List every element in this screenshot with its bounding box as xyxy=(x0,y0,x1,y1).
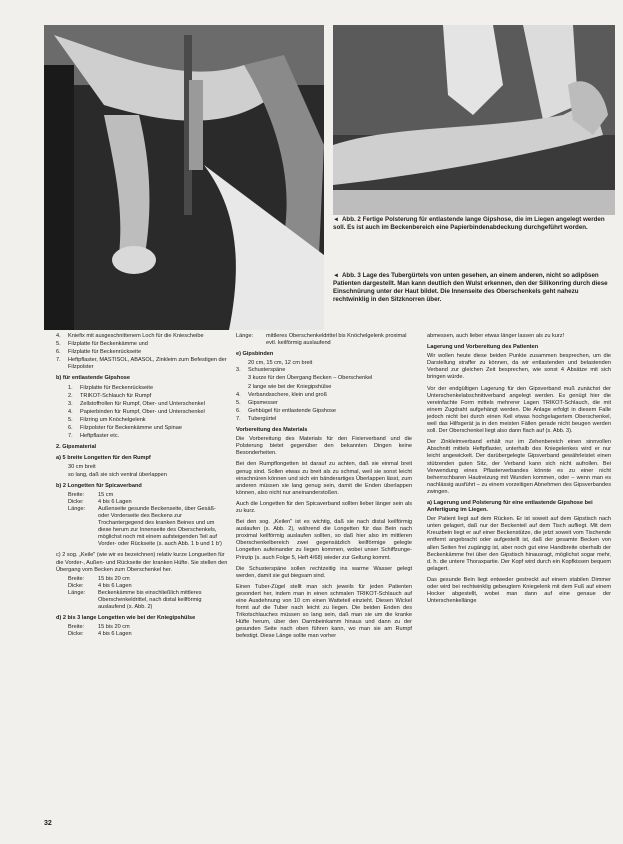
spec-row xyxy=(68,583,228,590)
spec-row xyxy=(68,506,228,549)
caption-text: Fertige Polsterung für entlastende lange Gipshose, die im Liegen angelegt werden soll. Es ist auch im Beckenbereich eine Papierbindenabdeckung durchgeführt worden. xyxy=(333,216,605,231)
spec-row xyxy=(68,624,228,631)
list-item xyxy=(68,425,228,432)
spec-key: Breite: xyxy=(68,575,85,582)
list-item xyxy=(236,408,412,415)
subheading: b) 2 Longetten für Spicaverband xyxy=(56,482,142,489)
spec-row xyxy=(68,590,228,611)
material-list-3 xyxy=(236,367,412,423)
list-item-number: 1. xyxy=(68,384,73,391)
list-item-number: 3. xyxy=(236,367,241,374)
spec-value: 4 bis 6 Lagen xyxy=(98,631,132,638)
list-item xyxy=(236,392,412,399)
text-column-middle xyxy=(236,333,412,645)
list-item xyxy=(56,333,228,340)
list-item-number: 4. xyxy=(236,391,241,398)
text-line: so lang, daß sie sich ventral überlappen xyxy=(68,471,167,478)
caption-lead: Abb. 3 xyxy=(341,272,361,279)
spec-key: Breite: xyxy=(68,491,85,498)
paragraph: Wir wollen heute diese beiden Punkte zusammen besprechen, um die Darstellung straffer zu können, da wir entlastenden und belastenden Verband zur gleichen Zeit besprechen, wie sonst 4 Absätze mit sich bringen würde. xyxy=(427,353,611,381)
spec-row xyxy=(68,499,228,506)
list-item-number: 5. xyxy=(56,341,61,348)
paragraph: Vor der endgültigen Lagerung für den Gipsverband muß zunächst der Unterschenkelabschnittverband angelegt werden. Es genügt hier die vereinfachte Form mittels mehrerer Lagen TRIKOT-Schlauch, die mit einem Zugdraht aufgehängt werden. Die Anlage erfolgt in diesem Falle jedoch nicht bei durch einen Keil etwas hochgelagertem Oberschenkel, weil das Hilfsgerät ja in den meisten Fällen gerade nicht beugen werden soll. Der Oberschenkel liegt also dann flach auf (s. Abb. 3). xyxy=(427,385,611,435)
list-item-text: Kniefix mit ausgeschnittenem Loch für die Kniescheibe xyxy=(68,333,204,339)
section-heading: a) Lagerung und Polsterung für eine entlastende Gipshose bei Anfertigung im Liegen. xyxy=(427,499,593,514)
spec-value: 15 cm xyxy=(98,491,114,498)
paragraph: Die Schusterspäne sollen rechtzeitig ins warme Wasser gelegt werden, damit sie gut biegsam sind. xyxy=(236,565,412,579)
caption-text: Lage des Tubergürtels von unten gesehen, an einem anderen, nicht so adipösen Patienten dargestellt. Man kann deutlich den Wulst erkennen, den der Silikonring durch diese Einschnürung unter der Haut bildet. Die Innenseite des Oberschenkels geht nahezu rechtwinklig in den Sitzknorren über. xyxy=(333,272,608,303)
list-item-text: Tubergürtel xyxy=(248,415,277,422)
paragraph: Die Vorbereitung des Materials für den Fixierverband und die Polsterung bietet gegenüber den bekannten Dingen keine Besonderheiten. xyxy=(236,436,412,457)
list-item-text: Filzplatte für Beckenrückseite xyxy=(68,349,142,356)
list-item-number: 3. xyxy=(68,400,73,407)
spec-key: Dicke: xyxy=(68,582,84,589)
spec-value: mittleres Oberschenkeldrittel bis Knöchelgelenk proximal evtl. keilförmig auslaufend xyxy=(266,333,407,347)
caption-marker: ◄ xyxy=(333,273,339,279)
list-item xyxy=(68,409,228,416)
list-item xyxy=(236,384,412,391)
section-heading: Lagerung und Vorbereitung des Patienten xyxy=(427,344,539,351)
list-item-number: 5. xyxy=(236,399,241,406)
list-item-text: Zellstoffrollen für Rumpf, Ober- und Unterschenkel xyxy=(80,400,205,407)
paragraph: Einen Tuber-Zügel stellt man sich jeweils für jeden Patienten gesondert her, indem man in einen schmalen TRIKOT-Schlauch auf eine Ausdehnung von 10 cm einen Watteteil einzieht. Diesen Wickel formt auf die Tuber nach leicht zu liegen. Die beiden Enden des Trikotschlauches müssen so lang sein, daß man sie um die kranke Hüfte herum, über den Darmbeinkamm hinaus und dann zu der gesunden Seite nach oben führen kann, wo man sie am Rumpf befestigt. Diese Länge sollte man vorher xyxy=(236,583,412,640)
list-item-number xyxy=(236,384,248,391)
spec-value: Beckenkämme bis einschließlich mittleres Oberschenkeldrittel, nach distal keilförmig auslaufend (s. Abb. 2) xyxy=(98,589,202,611)
spec-row xyxy=(68,576,228,583)
list-item-text: Filzring um Knöchelgelenk xyxy=(80,416,146,423)
list-item xyxy=(68,417,228,424)
list-item-number: 5. xyxy=(68,416,73,423)
paragraph: Das gesunde Bein liegt entweder gestreckt auf einem stabilen Dimmer oder wird bei rechtwinklig gebeugtem Kniegelenk mit dem Fuß auf einem Hocker abgestellt, wobei man dann auf eine genaue der Unterschenkellänge xyxy=(427,576,611,605)
list-item-text: 3 kurze für den Übergang Becken – Oberschenkel xyxy=(248,375,373,382)
list-item-number: 7. xyxy=(56,357,61,364)
list-item xyxy=(68,393,228,400)
photo-hip-cast xyxy=(333,25,615,215)
list-item-number: 6. xyxy=(236,407,241,414)
list-item-number: 7. xyxy=(236,415,241,422)
spec-value: 4 bis 6 Lagen xyxy=(98,498,132,505)
list-item-text: Gehbügel für entlastende Gipshose xyxy=(248,407,337,414)
list-item-number: 6. xyxy=(68,425,73,432)
spec-value: 15 bis 20 cm xyxy=(98,624,130,631)
page-number: 32 xyxy=(44,820,52,827)
paragraph: Bei den sog. „Keilen" ist es wichtig, daß sie nach distal keilförmig auslaufen (s. Abb. 2), während die Longetten für das Bein nach proximal keilförmig auslaufen sollten, so daß hier also im mittleren Oberschenkelbereich zwei gegensätzlich keilförmige gelegte Longetten aufeinander zu liegen kommen, wobei unser Schiffzunge-Prinzip (s. auch Folge 5, Heft 4/68) wieder zur Geltung kommt. xyxy=(236,519,412,561)
list-item xyxy=(56,341,228,348)
list-item xyxy=(236,375,412,382)
list-item xyxy=(68,385,228,392)
figure-caption-3 xyxy=(333,272,613,304)
list-item xyxy=(236,400,412,407)
paragraph: Auch die Longetten für den Spicaverband sollten lieber länger sein als zu kurz. xyxy=(236,500,412,514)
material-list-b xyxy=(68,385,228,441)
list-item-text: Filzplatte für Beckenrückseite xyxy=(80,384,154,391)
subheading: e) Gipsbinden xyxy=(236,351,274,358)
text-line: 30 cm breit xyxy=(68,464,96,471)
photo-patient-legs xyxy=(44,25,324,330)
paragraph: Der Zinkleimverband erhält nur im Zehenbereich einen sinnvollen Abschnitt mittels Heftpflaster, unterhalb des Kniegelenkes wird er nur leicht angewickelt. Der darübergelegte Gipsverband gewährleistet einen stützenden guten Sitz, der Verband kann sich nicht aufrollen. Bei Verwendung eines Pflasterverbandes könnte es zu einer nicht beherrschbaren Hautreizung mit Wunden kommen, oder – wenn man es nachlässig ausführt – zu einem vorzeitigen Abnehmen des Gipsverbandes zwingen. xyxy=(427,439,611,495)
list-item-text: Filzplatte für Beckenkämme und xyxy=(68,341,148,348)
figure-caption-2 xyxy=(333,216,613,232)
list-item-text: Heftpflaster etc. xyxy=(80,433,120,440)
subheading: b) für entlastende Gipshose xyxy=(56,375,130,382)
text-line: 20 cm, 15 cm, 12 cm breit xyxy=(248,360,313,367)
spec-table xyxy=(68,624,228,638)
spec-row xyxy=(68,492,228,499)
list-item-number xyxy=(236,375,248,382)
paragraph: c) 2 sog. „Keile" (wie wir es bezeichnen) relativ kurze Longuetten für die Vorder-, Außen- und Rückseite der kranken Hüfte. Sie stellen den Übergang vom Becken zum Oberschenkel her. xyxy=(56,552,228,573)
spec-key: Dicke: xyxy=(68,631,84,638)
list-item-text: Heftpflaster, MASTISOL, ABASOL, Zinkleim zum Befestigen der Filzpolster xyxy=(68,357,227,371)
paragraph: abmessen, auch lieber etwas länger lassen als zu kurz! xyxy=(427,333,565,339)
section-heading: 2. Gipsmaterial xyxy=(56,444,97,451)
list-item xyxy=(68,433,228,440)
paragraph: Der Patient liegt auf dem Rücken. Er ist soweit auf dem Gipstisch nach unten gelagert, daß nur der Beckenteil auf dem Tisch aufliegt. Mit dem Kreuzbein liegt er auf einer Beckenstütze, die jetzt soweit vom Tischende entfernt angebracht oder aufgestellt ist, daß der gesamte Becken von allen Seiten frei zugängig ist, aber noch gut eine Handbreite oberhalb der Beckenkämme frei über den Gipstisch hinausragt, möglichst sogar mehr, d. h. die untere Thoraxpartie. Der Kopf wird durch ein Kopfkissen bequem gelagert. xyxy=(427,516,611,572)
list-item-text: Schusterspäne xyxy=(248,367,286,374)
list-item-number: 4. xyxy=(56,333,61,339)
list-item-text: 2 lange wie bei der Kniegipshülse xyxy=(248,383,332,390)
list-item xyxy=(236,367,412,374)
spec-table xyxy=(68,576,228,611)
spec-value: Außenseite gesunde Beckenseite, über Gesäß- oder Vorderseite des Beckens zur Trochantergegend des kranken Beines und um diese herum zur Innenseite des Oberschenkels, möglichst noch mit einem aufsteigenden Teil auf Vorder- oder Rückseite (s. auch Abb. 1 b und 1 b') xyxy=(98,505,222,548)
list-item xyxy=(236,416,412,423)
list-item-text: Verbandsschere, klein und groß xyxy=(248,391,327,398)
spec-value: 4 bis 6 Lagen xyxy=(98,582,132,589)
paragraph: Bei den Rumpflongetten ist darauf zu achten, daß sie einmal breit genug sind. Sollen etwas zu breit als zu schmal, weil sie sonst leicht einschnüren können und sich ein bänderartiges Überlappen lässt, zum anderen müssen sie lang genug sein, damit die Enden überlappen können, also nicht nur aneinanderstoßen. xyxy=(236,461,412,496)
spec-value: 15 bis 20 cm xyxy=(98,575,130,582)
caption-lead: Abb. 2 xyxy=(341,216,361,223)
spec-key: Länge: xyxy=(236,333,254,339)
spec-row xyxy=(236,333,412,347)
text-column-right xyxy=(427,333,611,609)
list-item-text: Filzpolster für Beckenkämme und Spinae xyxy=(80,425,182,432)
spec-key: Breite: xyxy=(68,624,85,631)
list-item xyxy=(56,357,228,371)
list-item-text: Gipsmesser xyxy=(248,399,278,406)
material-list-a xyxy=(56,333,228,371)
text-column-left xyxy=(56,333,228,638)
subheading: a) 5 breite Longetten für den Rumpf xyxy=(56,455,151,462)
caption-marker: ◄ xyxy=(333,217,339,223)
spec-table xyxy=(68,492,228,549)
spec-key: Länge: xyxy=(68,589,86,596)
spec-row xyxy=(68,631,228,638)
list-item-text: TRIKOT-Schlauch für Rumpf xyxy=(80,392,152,399)
list-item-number: 6. xyxy=(56,349,61,356)
spec-key: Länge: xyxy=(68,505,86,512)
subheading: d) 2 bis 3 lange Longetten wie bei der Kniegipshülse xyxy=(56,615,196,622)
list-item-text: Papierbinden für Rumpf, Ober- und Unterschenkel xyxy=(80,408,205,415)
list-item-number: 7. xyxy=(68,433,73,440)
section-heading: Vorbereitung des Materials xyxy=(236,427,308,434)
list-item-number: 2. xyxy=(68,392,73,399)
list-item xyxy=(68,401,228,408)
list-item-number: 4. xyxy=(68,408,73,415)
spec-key: Dicke: xyxy=(68,498,84,505)
list-item xyxy=(56,349,228,356)
